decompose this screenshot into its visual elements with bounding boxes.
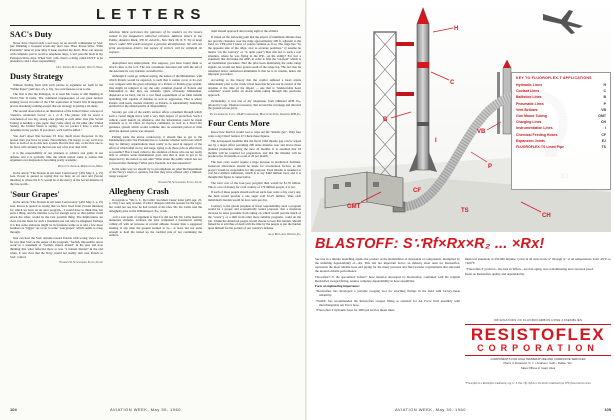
logo-tagline: ORIGINATORS OF FLUOROCARBON HOSE ASSEMBLIES [493, 318, 583, 322]
letters-header [10, 4, 300, 26]
art-label: I [435, 138, 437, 144]
letter-paragraph: In the article "The Sixteen in Air Alert Controversy" (AW May 2, p. 25) Gen. Power is quoted as saying that we have lived from (Soviet missiles) for which we have an air alert program... I would have to think that, but such a thing, and the missiles to be far enough away so that neither could attack the other, would be the best possible thing. The implications are clear, but the basis for such a statement one can only be imagined. Perhaps it is that some elaborate might be in fortunate terms as to add a few more bombers as "bigger" air cover to some "sour grapes" which seems to creep through. [10, 200, 103, 235]
control-building [325, 172, 403, 208]
key-item-code: H [603, 83, 606, 87]
letter-signature: Victor Gibbons, Capt., USAF Commander, Helicopter Unit, Olmsted AFB, Pa. [209, 113, 301, 116]
letter-signature: Warren W. Schallerer, Eagle, Idaho [59, 261, 103, 265]
key-item [516, 144, 606, 150]
ad-bullet: • Fluoroflex-T products—the best in Teflon—are non-aging, non-contaminating and corrosion proof. [465, 268, 611, 272]
letter-paragraph: If each of these people should each set aside four cents a day, every day, the fund would provide a one sugar sold $1.25 million. Thus each individual's burden would be four cents per day. [208, 190, 301, 202]
letter-paragraph: The second observation is an illustration of the United States' concept of "massive retaliation forces" as 1 or 8. The phrase will be stood a conclusion of two big, strong ones glaring at each other. One (the Soviet Union) is holding a gun (optic may come after) on the other (the United States); the United States is saying, "As we pocket I have a stick of dynamite in my pocket. If you shoot, we'll both be killed." [10, 109, 103, 133]
letter-paragraph: ..left a sole point of argument is that if it did not Mr. De Cellis mention numerous altitudes. Granted, the pilot completed a barometric setting calling off with an increase of overall altitude. Sooner than a suggested landing at any time the ground seemed to be... at least, but not quite enough to hold the turned up the cardinal rule of not continuing the authori- [109, 214, 202, 238]
letter-paragraph: In the same way we should try to put emphasis on what the Department of the Navy's stand or opinion, but that they have offered only a limited-range weapon? [109, 166, 202, 178]
letter-paragraph: Putting aside the above controversy, it should like to get to the fundamental point: the President has to consider whether such tools which may be military organizations most really to be used in support of the effort of which shall we by, and large, trying to do those jobs as effectively as possible? Has it been called to the attention of those who are not really able to achieve some fundamental goal, and that at least to get to be inspected by the nation as one unit? What about the public which has not yet heard that challenge? What price freedom, is it that expensive? [109, 134, 202, 165]
letter-heading: Four Cents More [208, 119, 270, 129]
magazine-line-right: AVIATION WEEK, May 30, 1960 [395, 407, 466, 412]
letter-signature: Dwight S. Zeigler, Minneapolis, Minn. [58, 165, 103, 169]
art-label: C [450, 80, 455, 86]
letter-paragraph: In regards to "Mr. L. L. De Cellis' 'Accident Cause' letter (AW Apr. 25, p. 156), I not only wonder, if what I disagree with the reasons for the logic, but could not see how he had arrived at his idea. Mr. De Cellis said the Allegheny pilot in the Williamsport, Pa., crash... [109, 197, 202, 213]
letter-paragraph: Without finding fault with such parties to argument set forth in the "White Paper" (AW Apr. 25, p. 61), two conclusions occur to me. [10, 82, 103, 91]
key-item-code: TS [601, 145, 606, 150]
key-item-code: P [603, 101, 606, 106]
application-key [511, 72, 611, 190]
ad-subheading: Facts of engineering importance: [315, 284, 360, 289]
key-item-label: Instrumentation Lines [516, 126, 553, 131]
letter-heading: 'Sour Grapes' [10, 189, 60, 199]
editor-note: Aviation Week welcomes the opinions of its readers on the issues raised in the magazine's editorial columns. Address letters to the Editor, Aviation Week, 330 W. 42nd St., New York 36, N. Y. Try to keep letters under 500 words and give a genuine identification. We will not print anonymous letters, but names of writers will be withheld on request. [109, 30, 202, 58]
letters-column-2 [109, 30, 202, 402]
ad-paragraph: Success in a missile launching equals the product of the Reliabilities of thousands of components, multiplied by the unfailing dependability of—Rx. This last but important factor, an industry short term for Resistoflex, represents the most reliable hose and piping for the many pressure and fluid transfer requirements that surround the modern missile performance. [315, 258, 460, 273]
art-label: B [383, 117, 388, 123]
key-item-label: Gun Mount Tubing [516, 114, 547, 119]
key-item-code: GMT [598, 114, 606, 119]
art-label: GMT [347, 204, 361, 210]
resistoflex-logo [465, 318, 611, 370]
letter-paragraph: Seventy per cent of the earth's surface offers a medium through which such a vessel might move with a very high degree of protection. Such a vehicle could launch an offensive, and the information could be made available to it, in effect an in-place command, as well as a direct-fire guidance system which would combine into an extended period of time until the desired course was adopted. [109, 110, 202, 133]
letter-paragraph: The best costs would require a huge increase in production facilities. Generous allowances should be made for acceleration factors, as the project would be responsible for this purpose. Each missile is assumed to cost $2.2 million additional, which is to say $440 million total, and it is thought that figure is conservative. [208, 160, 301, 180]
ad-bullet: • Resistoflex has developed a portable swaging tool for attaching fittings in the field with factory-made reliability. [315, 290, 460, 298]
advertisement-page [307, 0, 614, 420]
letter-paragraph: Know how much it would cost to wipe out the "missile gap". Only four cents a day! Don't believe it? Check these figures. [208, 129, 301, 138]
key-item-code: CH [600, 120, 606, 125]
letter-paragraph: It is the responsibility of our planners to achieve real gains in our defense and it is probably time the whole nation came to realize that argument over megatons is becoming pretty academic. [10, 150, 103, 163]
key-item-code: EJ [601, 138, 606, 143]
key-item-code: CF [601, 132, 606, 137]
letter-signature: Warren W. Schallerer, Eagle, Idaho [158, 180, 202, 184]
letter-paragraph: The first is that the Pentagon, or at least Mr. Gates, is still thinking in World War II terms. The continued reappearance of our great nuclear striking forces in terms of the TNT equivalent of World War II megatons proves absolutely nothing-except that our strategy is getting a bit dusty. [10, 92, 103, 108]
ad-bullet: • WADC has recommended the Resistoflex swaged fitting as standard for Air Force field assembly with interchangeable Air Force hose. [315, 300, 460, 308]
section-title: LETTERS [96, 6, 207, 23]
magazine-line-left: AVIATION WEEK, May 30, 1960 [110, 407, 181, 412]
art-label: P [488, 164, 493, 170]
key-item-code: I [605, 126, 606, 131]
letters-column-1 [10, 30, 103, 402]
key-item-label: Expansion Joints [516, 138, 545, 143]
letter-paragraph: The newspapers headline that the fiscal 1962 missile gap can be wiped out by a major effort providing 200 Atlas missiles over and above those planned production during the next 24 months. It is assumed that 18 months will be required for preparation, and that the missiles will be produced in 10 months at a rate of 20 per month. [208, 139, 301, 159]
art-label: H [454, 26, 459, 32]
logo-wordmark: RESISTOFLEX [470, 325, 606, 344]
letter-paragraph: According to the theory that the copilot suffered a heart attack immediately prior to the crash, it had been that he was not in control of the airplane at the time of the impact ... one that is "undetectable heart condition" would suffer an attack while taking through this particular approach. [208, 78, 301, 97]
ad-paragraph: Fluoroflex®-T, the specialized Teflon® hose material developed by Resistoflex, combined with the original Resistoflex swaged fitting, assures complete dependability in hose assemblies. [315, 274, 460, 283]
key-title: KEY TO FLUOROFLEX-T APPLICATIONS [516, 76, 592, 80]
key-item-label: Pneumatic Lines [516, 101, 544, 106]
key-list [516, 82, 606, 150]
art-label: VB [477, 129, 486, 135]
logo-offices: Sales Offices in major cities [520, 365, 556, 370]
letter-paragraph: The total cost of the four-year program then would be $1.76 billion. This is a lot of money for a tall country of 179 million people, it is not. [208, 180, 301, 189]
letter-paragraph: itself should approach after losing sight of the airfield. [211, 30, 279, 33]
letter-paragraph: One can hear the SAC attitude toward Polaris with wrong views as to far less than SAC-at the outset of the program, "foolish, impossible, never work"-to a statement of "foolish, stupid, absurd" in the end, and now thinking that what reflected more or less "a natural distrust"-in the end when, if was clear that the Navy would not readily turn over Polaris to SAC control. [10, 235, 103, 259]
logo-corporation: CORPORATION [477, 343, 599, 353]
key-item-label: FLUOROFLEX-TS Lined Pipe [516, 145, 565, 150]
letter-paragraph: Contrary to the gloom prophets of fiscal responsibility, such a program would be a proper and economically sound proposal. Just a moderate increase in taxes (possible from taking on which would prevent much of the "waste"), or a shift from other more suitable programs, could do the job. I think the American people would choose to bear this burden. Should indeed be to add thus of dealt with the time by the people to put the burden upon himself for his portion of our country's defense. [208, 203, 301, 231]
letter-paragraph: Incidentally, it was one of my telephones from Ohmsted AFB, Pa., piloted by Capt. Thomas Lawrence, that located the wreckage and directed the ground rescue party. [208, 98, 301, 111]
ad-body-column-1 [315, 258, 460, 382]
letters-column-3 [208, 30, 301, 402]
letter-heading: Allegheny Crash [109, 187, 169, 197]
key-item-label: Ballistics Lines [516, 95, 542, 100]
key-item-label: Charging Lines [516, 120, 542, 125]
key-item-code: B [603, 95, 606, 100]
key-item-code: VB [601, 107, 606, 112]
logo-plants: Plants in Roseland, N. J. • Anaheim, Calif. • Dallas, Tex. [503, 361, 573, 366]
letter-paragraph: Although it could go without saying, the nature of the Minuteman, with which Polaris would be expected, is such that it cannot cover at its own cost compete with the great advantage of a Polaris or Polaris-type system. One might be tempted to say the only common ground of Polaris and Minuteman is that they are missiles. Quite obviously Minuteman, dispersed to be hard, can be a cost fixed requirement of an ideal missile launching unit capable of defense as well as aggression. That is where Polaris with keen, modest mobility as Polaris, is substantially launching platform for the added quality of dispersibility. [109, 74, 202, 109]
ad-headline: BLASTOFF: S∵Rf×Rx×R₂ ... ×Rx! [315, 236, 545, 252]
letter-paragraph: You don't shoot that because I'd have much more firepower in my pocket than you have in yours. Nevertheless, I'm happy to say we'll now have to both of us do this new system. But the first one, or the first one to be fired, will certainly be the last one any of us ever deal with. [10, 133, 103, 150]
letter-heading: SAC's Duty [10, 30, 53, 39]
art-label: CF [413, 188, 421, 194]
trademark-note: *Fluoroflex is a Resistoflex trademark, reg. U. S. Pat. Off. Teflon is Du Pont's trademark for TFE fluorocarbon resin. [465, 382, 592, 385]
logo-subline: COMPONENTS FOR HIGH TEMPERATURE AND CORROSIVE SERVICES [490, 357, 586, 361]
letter-signature: Alan McLaren, Denver, Pa. [268, 232, 301, 236]
key-item-label: Vent Bellows [516, 107, 538, 112]
ad-paragraph: Insist on Resistoflex quality and dependability. [465, 272, 525, 277]
letter-paragraph: In the article "The Sixteen in Air Alert Controversy" (AW May 2, p. 25) Gen. Power is quoted as saying that we have an air alert and (Soviet missiles) to where the U.S. would be at the mercy of the Soviet missiles of the free world... [10, 170, 103, 186]
page-number-right: 105 [604, 407, 611, 412]
key-item-label: Coolant Lines [516, 89, 540, 94]
art-label: CH [542, 213, 551, 219]
letter-paragraph: deployment and employment. You suppose, you have found them to attach cities to the U.S. The one constitutes deterrent and with the aid of the deterrent its very intrinsic as ineffective. [109, 61, 202, 73]
art-label: TS [461, 208, 469, 214]
letter-signature: 1/Lt. Thomas D. Lambert, Offutt, Nebr. [56, 66, 103, 69]
key-item-code: C [603, 89, 606, 94]
letter-heading: Dusty Strategy [10, 72, 64, 82]
page-number-left: 104 [10, 407, 17, 412]
ad-paragraph: mum test standards of 250,000 impulse cycles in all sizes from ¼" through ¾" at oil temperatures from -65°F. to +400°F. [465, 258, 611, 265]
ad-bullet: • Fluoroflex-T hydraulic hose for 3000 psi service meets mini- [315, 309, 460, 313]
letter-paragraph: Never have I heard such a sad story. In an aircraft commander in SAC just finishing a frequent seven-day alert tour. Base Power-Wave "Pilot Problems" letter in your May 9 issue touched my heart. How can anyone with complete, just to recall to telephone rings, I can't pass the buck in my Pentagon-Wave days. When SAC calls, there's a thing called DUTY to be attended to and a clear responsibility. [10, 40, 103, 64]
key-item-label: Chemical Feeding Hoses [516, 132, 558, 137]
key-item-label: Hydraulic Lines [516, 83, 543, 87]
letter-paragraph: If visual on the following path that the airport of minimum altitude does not provide clearance over the ridge approximately 200 ft. adjacent to the field, no VFR pilot I know of would continue as if so. The ridge lies "by the opposite side of the ridge, over to accurate positions." (I assume he means "on the contrary" or "is quite open") then this not to such a real situation, where he was flying in the IFP... on his ability? For fact a statement that did make the ADF, in order to find the "on-field" which is on installation procedure. Had the pilot been monitoring the radio range signals, he would not have gotten south of the range leg. The fact that he remained below authorized minimums is that he is in trouble, hence the improper procedure. [208, 34, 301, 77]
